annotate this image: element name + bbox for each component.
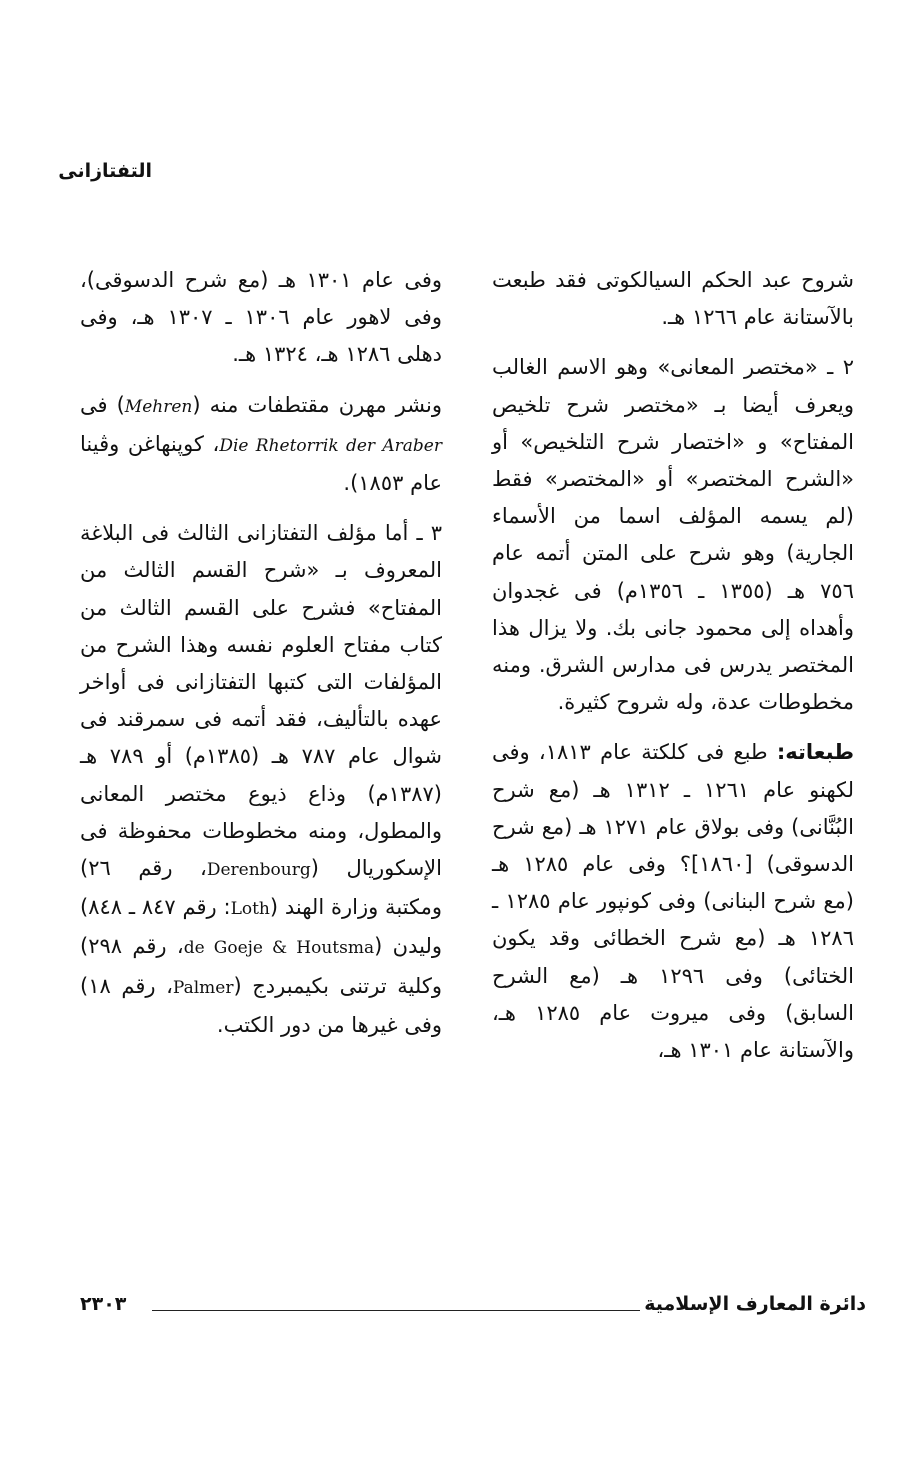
latin-reference: Loth [230,899,270,920]
paragraph-text: ) فى [80,392,125,417]
paragraph-text: ونشر مهرن مقتطفات منه ( [192,392,442,417]
paragraph [80,387,442,503]
paragraph-text: ٣ ـ أما مؤلف التفتازانى الثالث فى البلاغة المعروف بـ «شرح القسم الثالث من المفتاح» فشرح على القسم الثالث من كتاب مفتاح العلوم نفسه وهذا الشرح من المؤلفات التى كتبها التفتازانى فى أواخر عهده بالتأليف، فقد أتمه فى سمرقند فى شوال عام ٧٨٧ هـ (١٣٨٥م) أو ٧٨٩ هـ (١٣٨٧م) وذاع ذيوع مختصر المعانى والمطول، ومنه مخطوطات محفوظة فى الإسكوريال ( [80,521,442,881]
latin-reference: de Goeje & Houtsma [183,938,375,959]
running-header: التفتازانى [58,160,152,182]
paragraph-text: ، كوپنهاغن وڤينا عام ١٨٥٣). [80,431,442,496]
paragraph-text: طبع فى كلكتة عام ١٨١٣، وفى لكهنو عام ١٢٦١ ـ ١٣١٢ هـ (مع شرح البُنَّانى) وفى بولاق عام ١٢٧١ هـ (مع شرح الدسوقى) [١٨٦٠]؟ وفى عام ١٢٨٥ هـ (مع شرح البنانى) وفى كونپور عام ١٢٨٥ ـ ١٢٨٦ هـ (مع شرح الخطائى وقد يكون الختائى) وفى ١٢٩٦ هـ (مع الشرح السابق) وفى ميروت عام ١٢٨٥ هـ، والآستانة عام ١٣٠١ هـ، [492,740,855,1063]
footer-divider [152,1310,640,1311]
latin-reference: Derenbourg [206,860,311,881]
paragraph: وفى عام ١٣٠١ هـ (مع شرح الدسوقى)، وفى لاهور عام ١٣٠٦ ـ ١٣٠٧ هـ، وفى دهلى ١٢٨٦ هـ، ١٣٢٤ هـ. [80,268,442,367]
footer-title: دائرة المعارف الإسلامية [644,1293,866,1315]
paragraph-text: ، رقم ٢٩٨) وكلية ترتنى بكيمبردج ( [80,934,442,998]
latin-reference: Palmer [172,977,234,998]
latin-title: Die Rhetorrik der Araber [219,435,442,456]
paragraph [80,515,442,1044]
paragraph-text: ، رقم ١٨) وفى غيرها من دور الكتب. [80,973,442,1037]
paragraph-text: ، رقم ٢٦) ومكتبة وزارة الهند ( [80,856,442,920]
page-number: ٢٣٠٣ [80,1293,127,1315]
paragraph: شروح عبد الحكم السيالكوتى فقد طبعت بالآستانة عام ١٢٦٦ هـ. [492,268,854,330]
page-footer [80,1293,866,1323]
left-column [80,262,442,1044]
paragraph-text: : رقم ٨٤٧ ـ ٨٤٨) وليدن ( [80,895,442,959]
latin-name: Mehren [124,396,193,417]
section-heading: طبعاته: [776,740,854,765]
right-column [492,262,854,1069]
paragraph: ٢ ـ «مختصر المعانى» وهو الاسم الغالب ويعرف أيضا بـ «مختصر شرح تلخيص المفتاح» و «اختصار شرح التلخيص» أو «الشرح المختصر» أو «المختصر» فقط (لم يسمه المؤلف اسما من الأسماء الجارية) وهو شرح على المتن أتمه عام ٧٥٦ هـ (١٣٥٥ ـ ١٣٥٦م) فى غجدوان وأهداه إلى محمود جانى بك. ولا يزال هذا المختصر يدرس فى مدارس الشرق. ومنه مخطوطات عدة، وله شروح كثيرة. [492,355,854,715]
paragraph [492,734,854,1069]
